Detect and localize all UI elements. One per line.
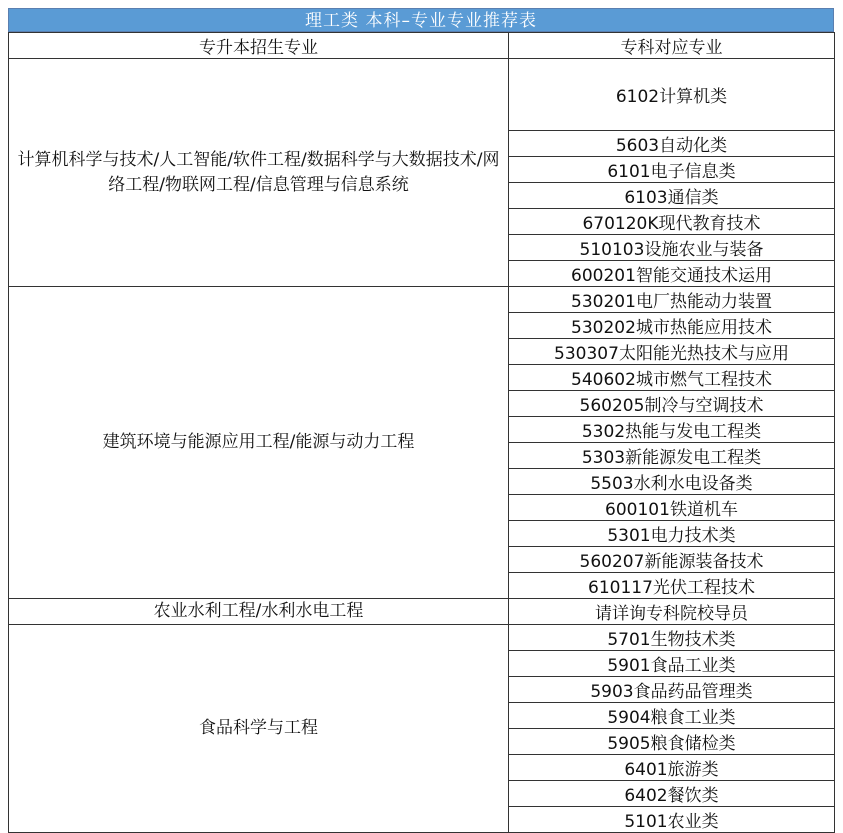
- college-major-cell: 5101农业类: [509, 807, 835, 833]
- table-row: [9, 59, 835, 131]
- college-major-cell: 5901食品工业类: [509, 651, 835, 677]
- college-major-cell: 530202城市热能应用技术: [509, 313, 835, 339]
- header-college-major: 专科对应专业: [509, 33, 835, 59]
- college-major-cell: 5904粮食工业类: [509, 703, 835, 729]
- college-major-cell: 6103通信类: [509, 183, 835, 209]
- header-row: [9, 33, 835, 59]
- college-major-cell: 5301电力技术类: [509, 521, 835, 547]
- college-major-cell: 5905粮食储检类: [509, 729, 835, 755]
- college-major-cell: 5303新能源发电工程类: [509, 443, 835, 469]
- college-major-cell: 5302热能与发电工程类: [509, 417, 835, 443]
- upgrade-major-cell: 计算机科学与技术/人工智能/软件工程/数据科学与大数据技术/网络工程/物联网工程/信息管理与信息系统: [9, 59, 509, 287]
- college-major-cell: 6101电子信息类: [509, 157, 835, 183]
- table-title: 理工类 本科–专业专业推荐表: [8, 8, 834, 32]
- header-upgrade-major: 专升本招生专业: [9, 33, 509, 59]
- college-major-cell: 请详询专科院校导员: [509, 599, 835, 625]
- college-major-cell: 5603自动化类: [509, 131, 835, 157]
- college-major-cell: 5503水利水电设备类: [509, 469, 835, 495]
- upgrade-major-cell: 农业水利工程/水利水电工程: [9, 599, 509, 625]
- college-major-cell: 540602城市燃气工程技术: [509, 365, 835, 391]
- college-major-cell: 560207新能源装备技术: [509, 547, 835, 573]
- college-major-cell: 530307太阳能光热技术与应用: [509, 339, 835, 365]
- college-major-cell: 600201智能交通技术运用: [509, 261, 835, 287]
- college-major-cell: 610117光伏工程技术: [509, 573, 835, 599]
- college-major-cell: 510103设施农业与装备: [509, 235, 835, 261]
- college-major-cell: 6402餐饮类: [509, 781, 835, 807]
- college-major-cell: 530201电厂热能动力装置: [509, 287, 835, 313]
- college-major-cell: 5701生物技术类: [509, 625, 835, 651]
- college-major-cell: 600101铁道机车: [509, 495, 835, 521]
- upgrade-major-cell: 建筑环境与能源应用工程/能源与动力工程: [9, 287, 509, 599]
- college-major-cell: 560205制冷与空调技术: [509, 391, 835, 417]
- college-major-cell: 5903食品药品管理类: [509, 677, 835, 703]
- college-major-cell: 6401旅游类: [509, 755, 835, 781]
- table-row: [9, 287, 835, 313]
- major-table: [8, 32, 835, 833]
- college-major-cell: 670120K现代教育技术: [509, 209, 835, 235]
- table-row: [9, 625, 835, 651]
- table-row: [9, 599, 835, 625]
- recommendation-table-page: [8, 8, 834, 832]
- upgrade-major-cell: 食品科学与工程: [9, 625, 509, 833]
- college-major-cell: 6102计算机类: [509, 59, 835, 131]
